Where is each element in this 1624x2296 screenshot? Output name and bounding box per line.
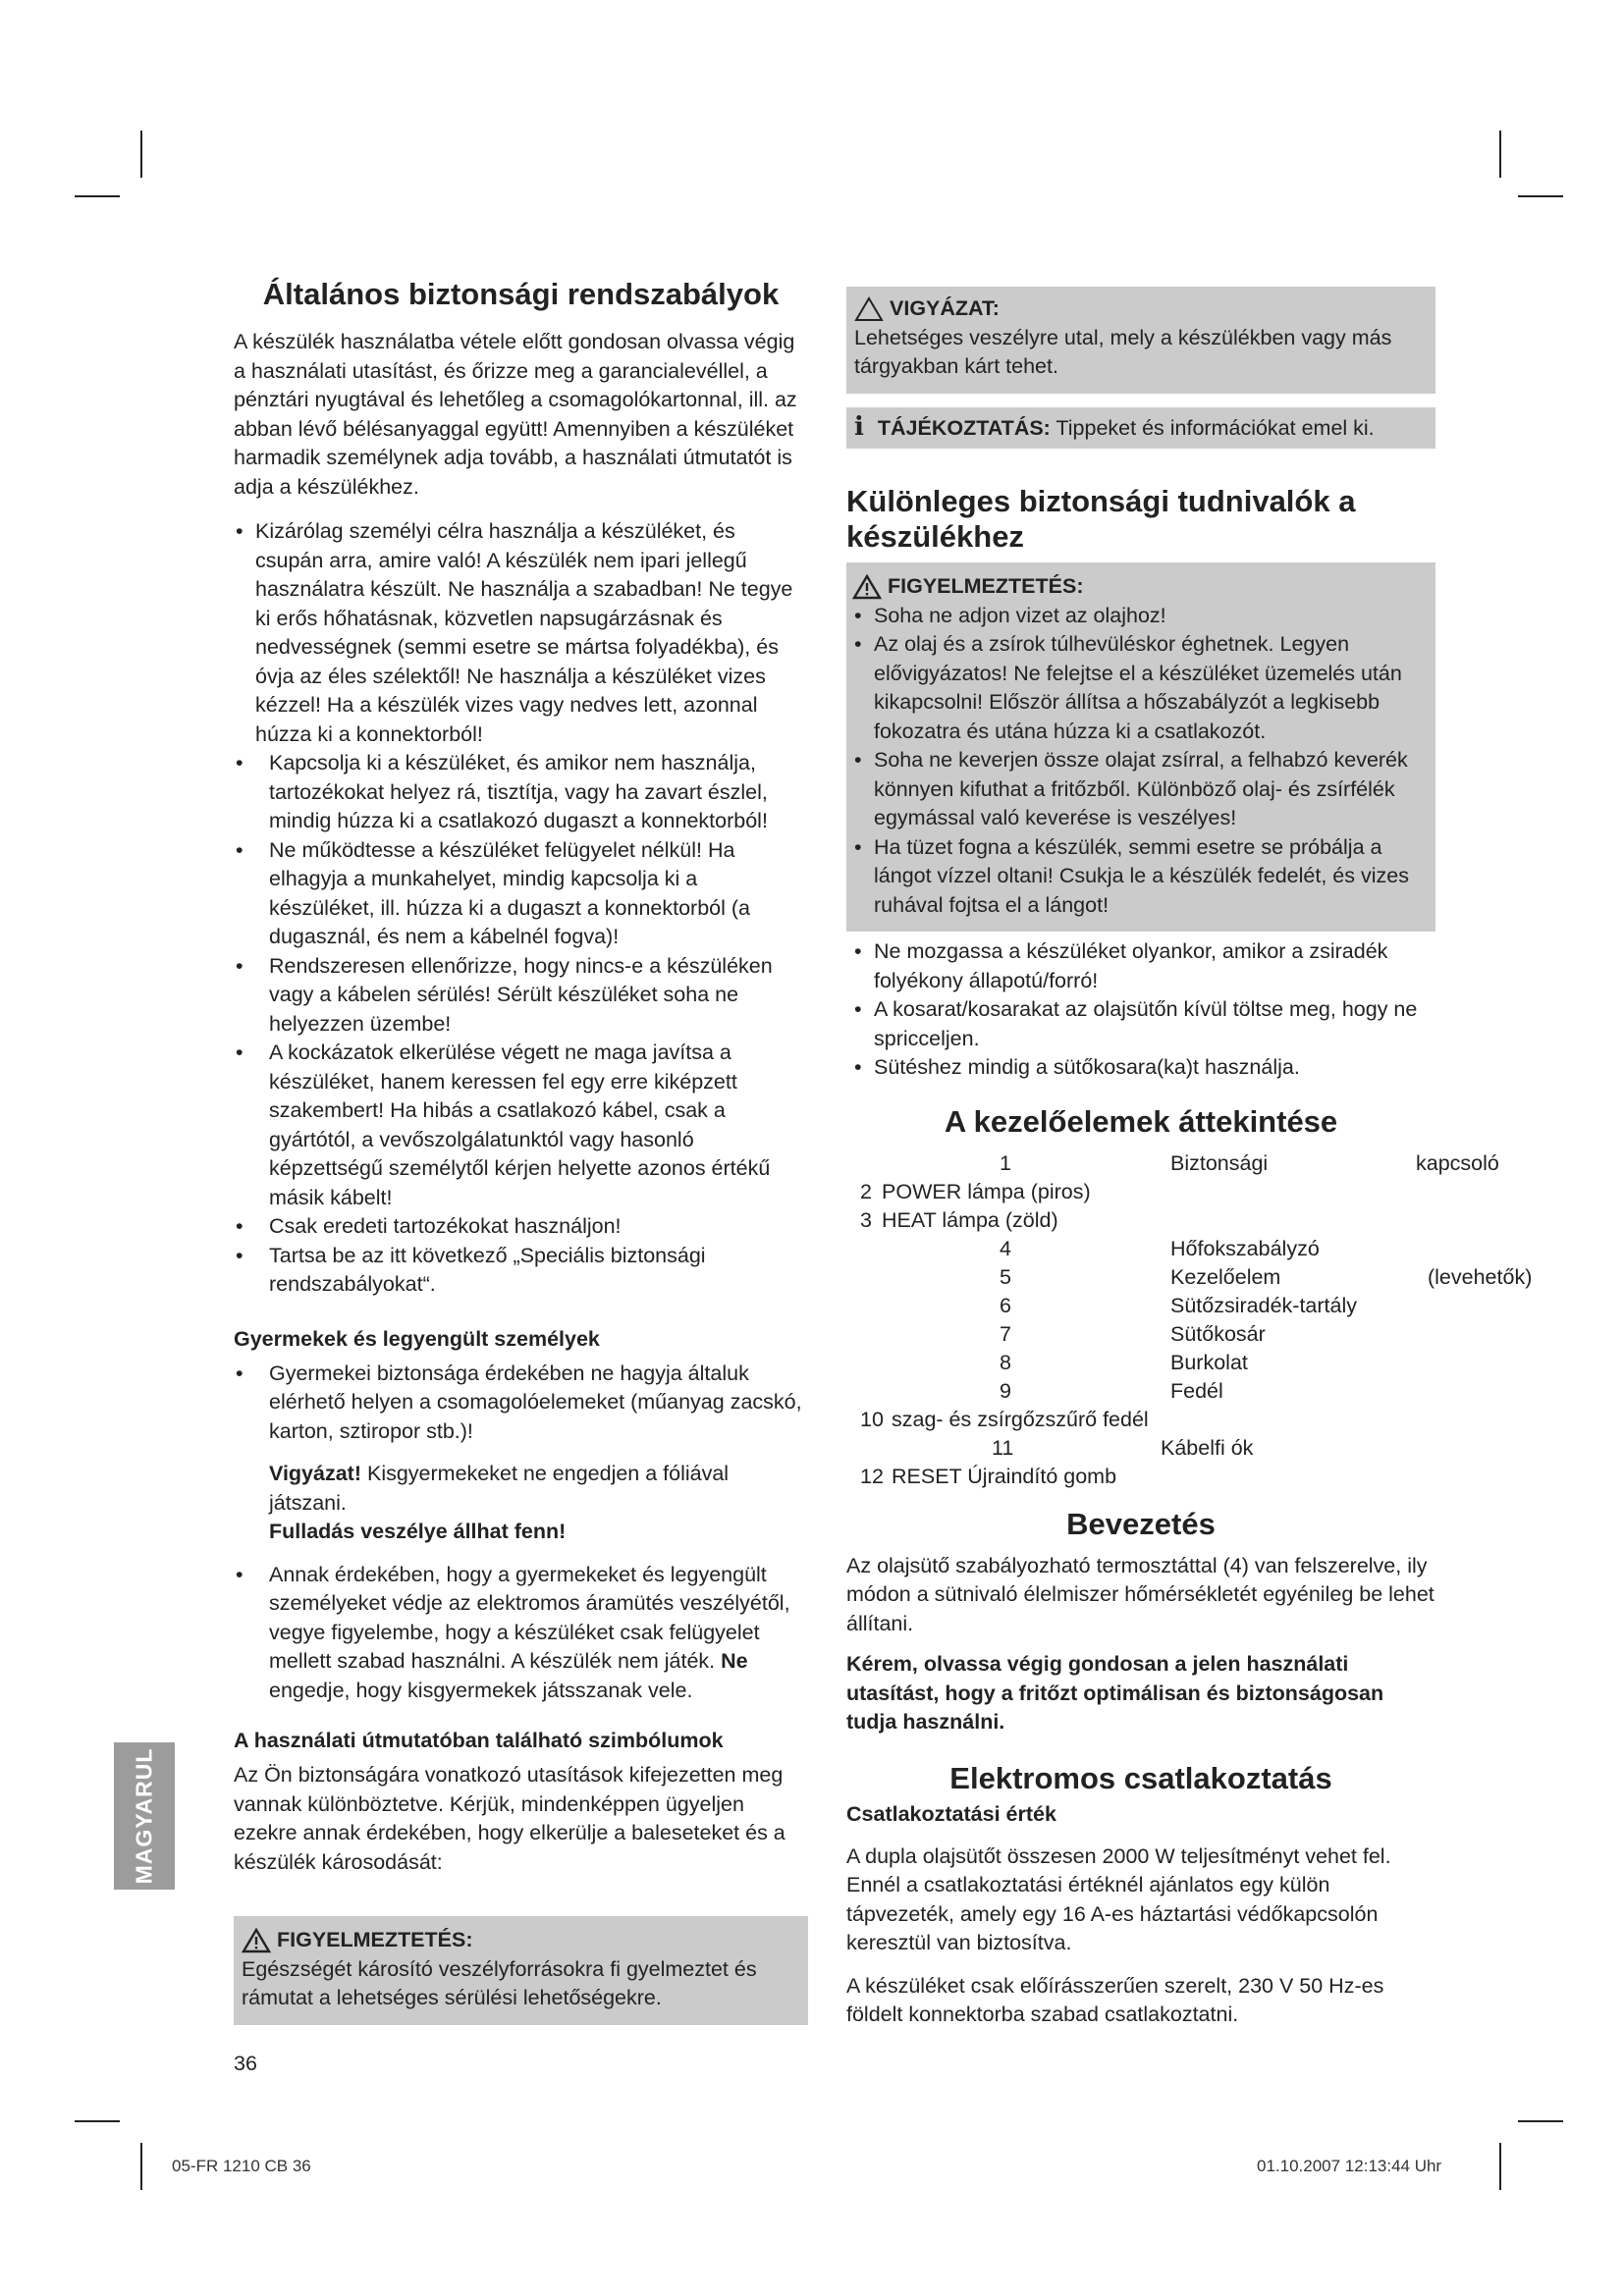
- language-tab-label: MAGYARUL: [131, 1747, 157, 1885]
- list-item: • Rendszeresen ellenőrizze, hogy nincs-e a készüléken vagy a kábelen sérülés! Sérült készüléket soha ne helyezzen üzembe!: [234, 952, 808, 1040]
- caution-text: Lehetséges veszélyre utal, mely a készülékben vagy más tárgyakban kárt tehet.: [854, 325, 1392, 378]
- caution-title-text: VIGYÁZAT:: [890, 296, 1000, 320]
- crop-mark: [1499, 131, 1501, 178]
- list-item: • Tartsa be az itt következő „Speciális biztonsági rendszabályokat“.: [234, 1242, 808, 1300]
- part-name: POWER lámpa (piros): [882, 1179, 1091, 1203]
- parts-row: [846, 1292, 1435, 1320]
- left-column: [234, 277, 808, 2025]
- warning-title: [852, 572, 1426, 602]
- part-number: 12: [860, 1464, 884, 1488]
- symbols-text: Az Ön biztonságára vonatkozó utasítások kifejezetten meg vannak különböztetve. Kérjük, mindenképpen ügyeljen ezekre annak érdekében, hogy elkerülje a baleseteket és a készülék károsodását:: [234, 1763, 785, 1874]
- parts-row: [846, 1320, 1435, 1349]
- warning-triangle-icon: [852, 574, 882, 600]
- list-item: • Soha ne adjon vizet az olajhoz!: [852, 602, 1426, 631]
- crop-mark: [140, 131, 142, 178]
- info-title: TÁJÉKOZTATÁS:: [877, 415, 1051, 440]
- parts-row: [846, 1178, 1435, 1206]
- electrical-text-1: A dupla olajsütőt összesen 2000 W teljesítményt vehet fel. Ennél a csatlakoztatási értéknél ajánlatos egy külön tápvezeték, amely egy 16 A-es háztartási védőkapcsolón keresztül van biztosítva.: [846, 1843, 1391, 1954]
- list-item: • Az olaj és a zsírok túlhevüléskor éghetnek. Legyen elővigyázatos! Ne felejtse el a készüléket üzemelés után kikapcsolni! Először állítsa a hőszabályzót a legkisebb fokozatra és utána húzza ki a csatlakozót.: [852, 630, 1426, 746]
- warning-box: [234, 1916, 808, 2025]
- warning-text: Egészségét károsító veszélyforrásokra fi gyelmeztet és rámutat a lehetséges sérülési lehetőségekre.: [242, 1956, 757, 2009]
- general-safety-list: [234, 517, 808, 1300]
- part-extra: (levehetők): [1428, 1264, 1533, 1289]
- part-number: 3: [860, 1207, 872, 1232]
- children-heading: Gyermekek és legyengült személyek: [234, 1326, 600, 1351]
- caution-title: [854, 294, 1426, 324]
- part-name: RESET Újraindító gomb: [892, 1464, 1117, 1488]
- part-number: 6: [1000, 1293, 1011, 1317]
- part-number: 8: [1000, 1350, 1011, 1374]
- warning-triangle-icon: [242, 1928, 271, 1953]
- list-item: • Soha ne keverjen össze olajat zsírral, a felhabzó keverék könnyen kifuthat a fritőzből. Különböző olaj- és zsírfélék egymással való keverése is veszélyes!: [852, 746, 1426, 833]
- parts-row: [846, 1377, 1435, 1406]
- parts-row: [846, 1206, 1435, 1235]
- list-item: • Ne mozgassa a készüléket olyankor, amikor a zsiradék folyékony állapotú/forró!: [852, 937, 1435, 995]
- general-safety-title: Általános biztonsági rendszabályok: [262, 277, 780, 311]
- part-name: Sütőzsiradék-tartály: [1170, 1293, 1357, 1317]
- suffocation-warning: Fulladás veszélye állhat fenn!: [269, 1520, 567, 1543]
- parts-row: [846, 1434, 1435, 1463]
- warning-title: [242, 1926, 798, 1955]
- special-warning-box: [846, 562, 1435, 932]
- parts-row: [846, 1406, 1435, 1434]
- part-name: Kezelőelem: [1170, 1264, 1281, 1289]
- parts-row: [846, 1149, 1499, 1178]
- crop-mark: [75, 2120, 120, 2122]
- vigyazat-text: Kisgyermekeket ne engedjen a fóliával játszani.: [269, 1462, 730, 1515]
- parts-row: [846, 1463, 1435, 1491]
- intro-title: Bevezetés: [1066, 1506, 1216, 1541]
- part-name: Biztonsági: [1170, 1150, 1269, 1175]
- list-item: • Sütéshez mindig a sütőkosara(ka)t használja.: [852, 1053, 1435, 1083]
- part-name: szag- és zsírgőzszűrő fedél: [892, 1407, 1149, 1431]
- part-number: 11: [992, 1435, 1014, 1460]
- vigyazat-note: [234, 1460, 808, 1547]
- vigyazat-label: Vigyázat!: [269, 1462, 361, 1485]
- special-warning-list: [852, 602, 1426, 921]
- list-item: [234, 1561, 808, 1706]
- part-name: Hőfokszabályzó: [1170, 1236, 1320, 1260]
- list-item: • A kockázatok elkerülése végett ne maga javítsa a készüléket, hanem keressen fel egy erre kiképzett szakembert! Ha hibás a csatlakozó kábel, csak a gyártótól, a vevőszolgálatunktól vagy hasonló képzettségű személytől kérjen helyette azonos értékű másik kábelt!: [234, 1039, 808, 1212]
- children-bullet2-a: Annak érdekében, hogy a gyermekeket és legyengült személyeket védje az elektromos áramütés veszélyétől, vegye figyelembe, hogy a készüléket csak felügyelet mellett szabad használni. A készülék nem játék.: [269, 1562, 790, 1673]
- list-item: • Kizárólag személyi célra használja a készüléket, és csupán arra, amire való! A készülék nem ipari jellegű használatra készült. Ne használja a szabadban! Ne tegye ki erős hőhatásnak, közvetlen napsugárzásnak és nedvességnek (semmi esetre se mártsa folyadékba), és óvja az éles szélektől! Ne használja a készüléket vizes kézzel! Ha a készülék vizes vagy nedves lett, azonnal húzza ki a konnektorból!: [234, 517, 808, 749]
- list-item: • Ha tüzet fogna a készülék, semmi esetre se próbálja a lángot vízzel oltani! Csukja le a készülék fedelét, és vizes ruhával fojtsa el a lángot!: [852, 833, 1426, 921]
- intro-bold-text: Kérem, olvassa végig gondosan a jelen használati utasítást, hogy a fritőzt optimálisan és biztonságosan tudja használni.: [846, 1652, 1384, 1734]
- part-number: 10: [860, 1407, 884, 1431]
- parts-row: [846, 1235, 1435, 1263]
- crop-mark: [140, 2143, 142, 2190]
- part-number: 5: [1000, 1264, 1011, 1289]
- part-name: HEAT lámpa (zöld): [882, 1207, 1058, 1232]
- controls-title: A kezelőelemek áttekintése: [944, 1103, 1338, 1139]
- electrical-title: Elektromos csatlakoztatás: [949, 1760, 1332, 1795]
- list-item: • Gyermekei biztonsága érdekében ne hagyja általuk elérhető helyen a csomagolóelemeket (műanyag zacskó, karton, sztiropor stb.)!: [234, 1360, 808, 1447]
- part-name: Fedél: [1170, 1378, 1223, 1403]
- language-tab: [114, 1742, 175, 1890]
- footer-left: 05-FR 1210 CB 36: [172, 2157, 311, 2175]
- warning-title-text: FIGYELMEZTETÉS:: [277, 1928, 473, 1951]
- intro-text: Az olajsütő szabályozható termosztáttal (4) van felszerelve, ily módon a sütnivaló élelmiszer hőmérsékletét egyénileg be lehet állítani.: [846, 1553, 1435, 1635]
- children-list: [234, 1360, 808, 1447]
- footer-right: 01.10.2007 12:13:44 Uhr: [1257, 2157, 1442, 2175]
- electrical-text-2: A készüléket csak előírásszerűen szerelt, 230 V 50 Hz-es földelt konnektorba szabad csatlakoztatni.: [846, 1973, 1384, 2026]
- crop-mark: [1499, 2143, 1501, 2190]
- crop-mark: [1518, 195, 1563, 197]
- warning-title-text: FIGYELMEZTETÉS:: [888, 574, 1084, 598]
- right-column: [846, 287, 1533, 2030]
- page-number: 36: [234, 2052, 257, 2075]
- part-extra: kapcsoló: [1416, 1150, 1499, 1175]
- list-item: • A kosarat/kosarakat az olajsütőn kívül töltse meg, hogy ne spricceljen.: [852, 995, 1435, 1053]
- caution-triangle-icon: [854, 296, 884, 322]
- part-name: Sütőkosár: [1170, 1321, 1266, 1346]
- info-icon: i: [854, 411, 864, 442]
- list-item: • Kapcsolja ki a készüléket, és amikor nem használja, tartozékokat helyez rá, tisztítja, vagy ha zavart észlel, mindig húzza ki a csatlakozó dugaszt a konnektorból!: [234, 749, 808, 836]
- part-name: Burkolat: [1170, 1350, 1248, 1374]
- children-bullet2-b: engedje, hogy kisgyermekek játsszanak vele.: [269, 1678, 693, 1702]
- list-item: • Ne működtesse a készüléket felügyelet nélkül! Ha elhagyja a munkahelyet, mindig kapcsolja ki a készüléket, ill. húzza ki a dugaszt a konnektorból (a dugasznál, és nem a kábelnél fogva)!: [234, 836, 808, 952]
- children-list-2: [234, 1561, 808, 1706]
- crop-mark: [75, 195, 120, 197]
- parts-row: [846, 1263, 1533, 1292]
- part-number: 9: [1000, 1378, 1011, 1403]
- children-bullet2-ne: Ne: [721, 1649, 748, 1673]
- info-text: Tippeket és információkat emel ki.: [1050, 415, 1375, 440]
- crop-mark: [1518, 2120, 1563, 2122]
- electrical-subtitle: Csatlakoztatási érték: [846, 1801, 1056, 1826]
- parts-list: [846, 1149, 1533, 1491]
- list-item: • Csak eredeti tartozékokat használjon!: [234, 1212, 808, 1242]
- symbols-heading: A használati útmutatóban található szimbólumok: [234, 1729, 724, 1752]
- part-name: Kábelfi ók: [1161, 1435, 1254, 1460]
- general-safety-intro: A készülék használatba vétele előtt gondosan olvassa végig a használati utasítást, és őrizze meg a garancialevéllel, a pénztári nyugtával és lehetőleg a csomagolókartonnal, ill. az abban lévő bélésanyaggal együtt! Amennyiben a készüléket harmadik személynek adja tovább, a használati útmutatót is adja a készülékhez.: [234, 330, 797, 499]
- info-box: [846, 407, 1435, 450]
- extra-safety-list: [846, 937, 1435, 1083]
- part-number: 1: [1000, 1150, 1011, 1175]
- caution-box: [846, 287, 1435, 394]
- special-safety-title: Különleges biztonsági tudnivalók a készülékhez: [846, 484, 1356, 554]
- part-number: 4: [1000, 1236, 1011, 1260]
- parts-row: [846, 1349, 1435, 1377]
- part-number: 7: [1000, 1321, 1011, 1346]
- part-number: 2: [860, 1179, 872, 1203]
